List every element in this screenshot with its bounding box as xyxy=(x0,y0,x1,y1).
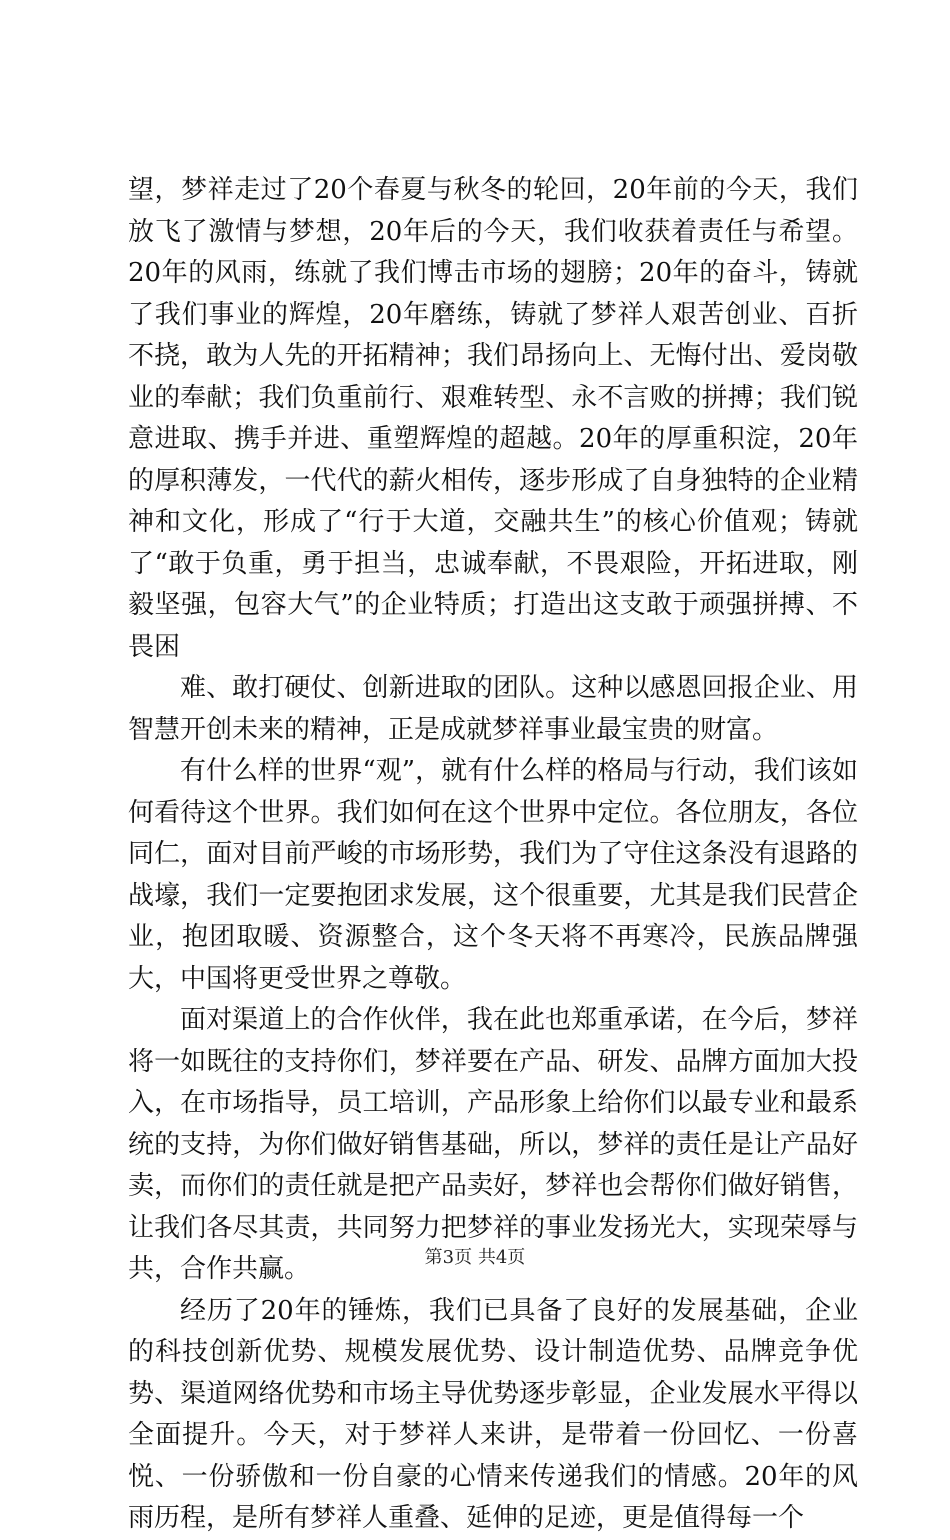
paragraph-5: 经历了20年的锤炼，我们已具备了良好的发展基础，企业的科技创新优势、规模发展优势、设计制造优势、品牌竞争优势、渠道网络优势和市场主导优势逐步彰显，企业发展水平得以全面提升。今天，对于梦祥人来讲，是带着一份回忆、一份喜悦、一份骄傲和一份自豪的心情来传递我们的情感。20年的风雨历程，是所有梦祥人重叠、延伸的足迹，更是值得每一个 xyxy=(128,1295,858,1533)
paragraph-3: 有什么样的世界“观”，就有什么样的格局与行动，我们该如何看待这个世界。我们如何在这个世界中定位。各位朋友，各位同仁，面对目前严峻的市场形势，我们为了守住这条没有退路的战壕，我们一定要抱团求发展，这个很重要，尤其是我们民营企业，抱团取暖、资源整合，这个冬天将不再寒冷，民族品牌强大，中国将更受世界之尊敬。 xyxy=(128,756,858,994)
paragraph-1: 望，梦祥走过了20个春夏与秋冬的轮回，20年前的今天，我们放飞了激情与梦想，20年后的今天，我们收获着责任与希望。20年的风雨，练就了我们博击市场的翅膀；20年的奋斗，铸就了我们事业的辉煌，20年磨练，铸就了梦祥人艰苦创业、百折不挠，敢为人先的开拓精神；我们昂扬向上、无悔付出、爱岗敬业的奉献；我们负重前行、艰难转型、永不言败的拼搏；我们锐意进取、携手并进、重塑辉煌的超越。20年的厚重积淀，20年的厚积薄发，一代代的薪火相传，逐步形成了自身独特的企业精神和文化，形成了“行于大道，交融共生”的核心价值观；铸就了“敢于负重，勇于担当，忠诚奉献，不畏艰险，开拓进取，刚毅坚强，包容大气”的企业特质；打造出这支敢于顽强拼搏、不畏困 xyxy=(128,175,858,662)
paragraph-4: 面对渠道上的合作伙伴，我在此也郑重承诺，在今后，梦祥将一如既往的支持你们，梦祥要在产品、研发、品牌方面加大投入，在市场指导，员工培训，产品形象上给你们以最专业和最系统的支持，为你们做好销售基础，所以，梦祥的责任是让产品好卖，而你们的责任就是把产品卖好，梦祥也会帮你们做好销售，让我们各尽其责，共同努力把梦祥的事业发扬光大，实现荣辱与共，合作共赢。 xyxy=(128,1005,858,1284)
page-number-footer: 第3页 共4页 xyxy=(424,1247,526,1268)
paragraph-2: 难、敢打硬仗、创新进取的团队。这种以感恩回报企业、用智慧开创未来的精神，正是成就梦祥事业最宝贵的财富。 xyxy=(128,673,858,745)
document-body xyxy=(128,170,858,1540)
